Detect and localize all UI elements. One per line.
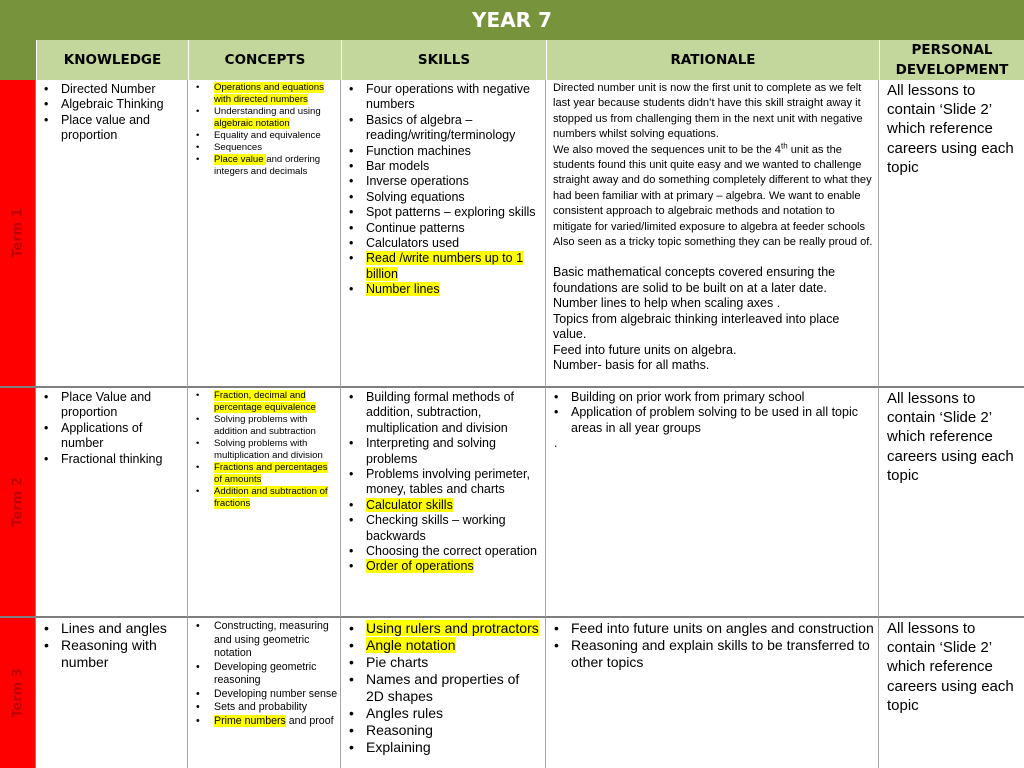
- list-item: • Prime numbers and proof: [196, 715, 338, 729]
- list-item: • Bar models: [349, 159, 541, 174]
- term1-concepts-cell: [188, 80, 341, 388]
- rationale-paragraph: Topics from algebraic thinking interleaved into place value.: [553, 311, 840, 342]
- list-item: • Inverse operations: [349, 174, 541, 189]
- list-item: • Developing geometric reasoning: [196, 661, 338, 688]
- list-item: • Building on prior work from primary school: [554, 390, 874, 405]
- page-title: YEAR 7: [0, 0, 1024, 40]
- term1-skills-cell: [341, 80, 546, 388]
- list-item: • Calculators used: [349, 236, 541, 251]
- list-item: • Four operations with negative numbers: [349, 82, 541, 113]
- term1-knowledge-cell: [36, 80, 188, 388]
- list-item: • Feed into future units on angles and construction: [554, 620, 874, 637]
- list-item: • Angle notation: [349, 637, 541, 654]
- list-item: • Directed Number: [44, 82, 183, 97]
- list-item: • Sequences: [196, 142, 338, 154]
- header-personal-development: PERSONAL DEVELOPMENT: [879, 40, 1024, 80]
- term2-personal-development-cell: [879, 388, 1024, 618]
- header-rationale: RATIONALE: [546, 40, 879, 80]
- list-item: • Spot patterns – exploring skills: [349, 205, 541, 220]
- list-item: • Application of problem solving to be used in all topic areas in all year groups: [554, 405, 874, 436]
- list-item: • Names and properties of 2D shapes: [349, 671, 541, 705]
- list-item: • Developing number sense: [196, 688, 338, 702]
- term-label-3: Term 3: [0, 618, 36, 768]
- list-item: • Understanding and using algebraic notation: [196, 106, 338, 130]
- personal-development-text: All lessons to contain ‘Slide 2’ which reference careers using each topic: [887, 390, 1014, 484]
- rationale-paragraph: Number lines to help when scaling axes .: [553, 296, 781, 311]
- list-item: • Fractional thinking: [44, 452, 183, 467]
- list-item: • Sets and probability: [196, 701, 338, 715]
- list-item: • Equality and equivalence: [196, 130, 338, 142]
- term2-concepts-cell: [188, 388, 341, 618]
- list-item: • Lines and angles: [44, 620, 183, 637]
- rationale-paragraph: We also moved the sequences unit to be the 4th unit as the students found this unit quite easy and we wanted to challenge straight away and do something completely different to what they had been familiar with at primary – algebra. We want to enable consistent approach to algebraic methods and notation to mitigate for varied/limited exposure to algebra at feeder schools Also seen as a tricky topic something they can be really proud of.: [553, 140, 873, 249]
- term3-rationale-cell: [546, 618, 879, 768]
- list-item: • Constructing, measuring and using geometric notation: [196, 620, 338, 661]
- term-label-2: Term 2: [0, 388, 36, 618]
- list-item: • Choosing the correct operation: [349, 544, 541, 559]
- list-item: • Reasoning with number: [44, 637, 183, 671]
- list-item: • Building formal methods of addition, subtraction, multiplication and division: [349, 390, 541, 436]
- list-item: • Checking skills – working backwards: [349, 513, 541, 544]
- list-item: • Explaining: [349, 739, 541, 756]
- rationale-dot: .: [554, 436, 558, 451]
- list-item: • Reasoning: [349, 722, 541, 739]
- list-item: • Solving problems with addition and subtraction: [196, 414, 338, 438]
- list-item: • Solving equations: [349, 190, 541, 205]
- list-item: • Solving problems with multiplication and division: [196, 438, 338, 462]
- list-item: • Place Value and proportion: [44, 390, 183, 421]
- list-item: • Addition and subtraction of fractions: [196, 486, 338, 510]
- list-item: • Number lines: [349, 282, 541, 297]
- list-item: • Applications of number: [44, 421, 183, 452]
- list-item: • Using rulers and protractors: [349, 620, 541, 637]
- list-item: • Angles rules: [349, 705, 541, 722]
- rationale-paragraph: Feed into future units on algebra.: [553, 342, 737, 357]
- rationale-paragraph: Number- basis for all maths.: [553, 357, 710, 372]
- term3-skills-cell: [341, 618, 546, 768]
- list-item: • Operations and equations with directed numbers: [196, 82, 338, 106]
- personal-development-text: All lessons to contain ‘Slide 2’ which reference careers using each topic: [887, 82, 1014, 176]
- list-item: • Read /write numbers up to 1 billion: [349, 251, 541, 282]
- list-item: • Algebraic Thinking: [44, 97, 183, 112]
- header-skills: SKILLS: [341, 40, 546, 80]
- list-item: • Reasoning and explain skills to be transferred to other topics: [554, 637, 874, 671]
- term3-knowledge-cell: [36, 618, 188, 768]
- list-item: • Function machines: [349, 144, 541, 159]
- term1-rationale-cell: [546, 80, 879, 388]
- header-knowledge: KNOWLEDGE: [36, 40, 188, 80]
- list-item: • Order of operations: [349, 559, 541, 574]
- list-item: • Calculator skills: [349, 498, 541, 513]
- list-item: • Pie charts: [349, 654, 541, 671]
- list-item: • Fraction, decimal and percentage equivalence: [196, 390, 338, 414]
- list-item: • Interpreting and solving problems: [349, 436, 541, 467]
- header-corner: [0, 40, 36, 80]
- rationale-paragraph: Basic mathematical concepts covered ensuring the foundations are solid to be built on at a later date.: [553, 265, 836, 295]
- list-item: • Basics of algebra – reading/writing/terminology: [349, 113, 541, 144]
- list-item: • Problems involving perimeter, money, tables and charts: [349, 467, 541, 498]
- header-concepts: CONCEPTS: [188, 40, 341, 80]
- list-item: • Fractions and percentages of amounts: [196, 462, 338, 486]
- term1-personal-development-cell: [879, 80, 1024, 388]
- list-item: • Place value and proportion: [44, 113, 183, 144]
- term2-knowledge-cell: [36, 388, 188, 618]
- term3-personal-development-cell: [879, 618, 1024, 768]
- personal-development-text: All lessons to contain ‘Slide 2’ which reference careers using each topic: [887, 620, 1014, 714]
- rationale-paragraph: Directed number unit is now the first unit to complete as we felt last year because students didn’t have this skill straight away it stopped us from challenging them in the next unit with negative numbers whilst solving equations.: [553, 82, 863, 141]
- term2-skills-cell: [341, 388, 546, 618]
- list-item: • Place value and ordering integers and decimals: [196, 154, 338, 178]
- list-item: • Continue patterns: [349, 221, 541, 236]
- term2-rationale-cell: [546, 388, 879, 618]
- term-label-1: Term 1: [0, 80, 36, 388]
- term3-concepts-cell: [188, 618, 341, 768]
